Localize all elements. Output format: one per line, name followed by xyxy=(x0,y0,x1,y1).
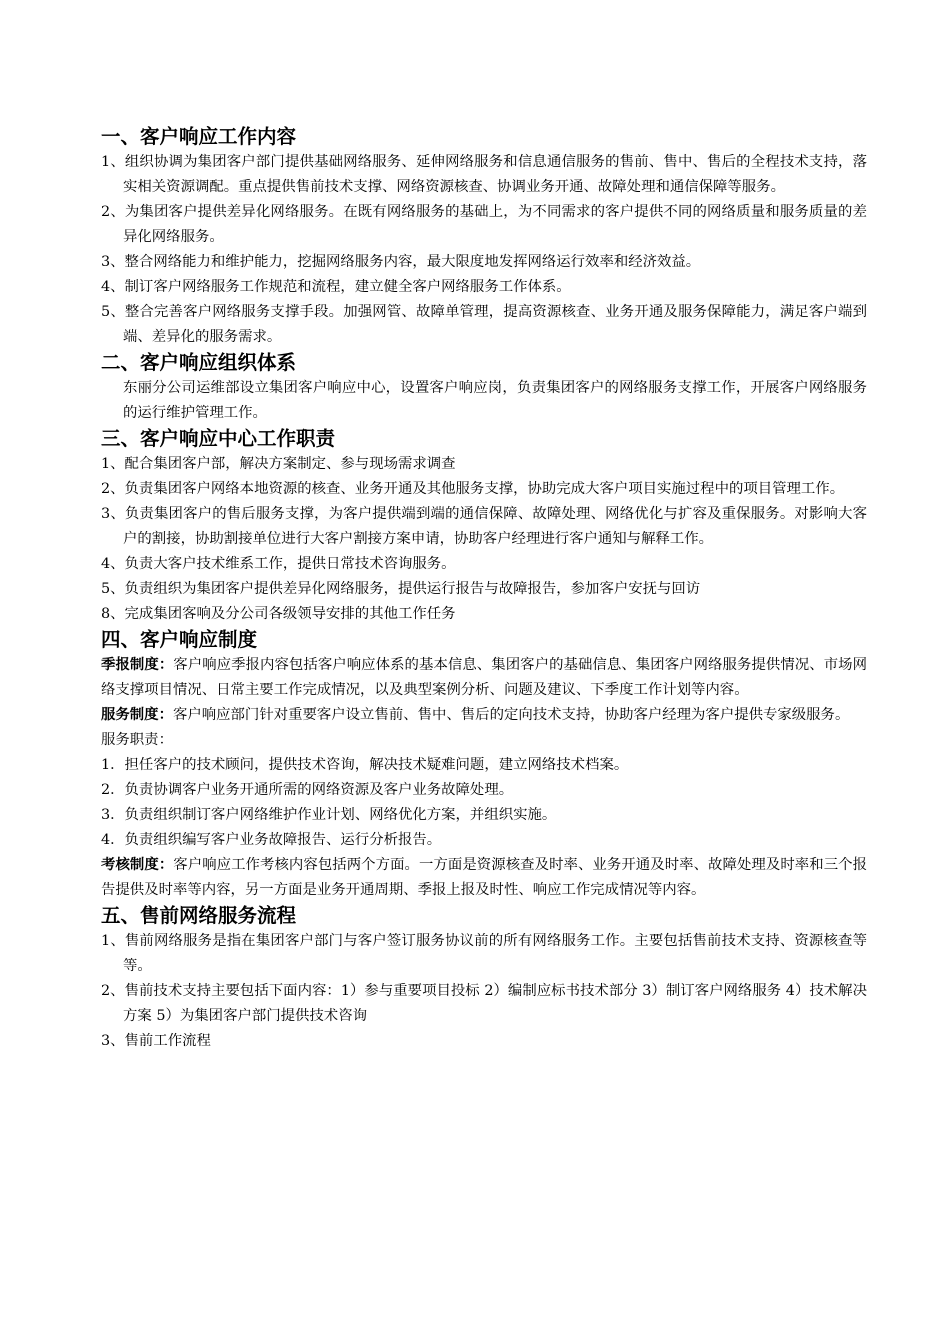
section-2-heading: 二、客户响应组织体系 xyxy=(101,351,297,374)
section-1-item-2: 2、为集团客户提供差异化网络服务。在既有网络服务的基础上，为不同需求的客户提供不同的网络质量和服务质量的差异化网络服务。 xyxy=(101,204,867,245)
section-5-item-1: 1、售前网络服务是指在集团客户部门与客户签订服务协议前的所有网络服务工作。主要包括售前技术支持、资源核查等等。 xyxy=(101,933,867,974)
section-1-item-1: 1、组织协调为集团客户部门提供基础网络服务、延伸网络服务和信息通信服务的售前、售中、售后的全程技术支持，落实相关资源调配。重点提供售前技术支撑、网络资源核查、协调业务开通、故障处理和通信保障等服务。 xyxy=(101,154,867,195)
service-duty-3: 3．负责组织制订客户网络维护作业计划、网络优化方案，并组织实施。 xyxy=(101,807,557,823)
document-body xyxy=(101,124,867,1054)
section-1-item-4: 4、制订客户网络服务工作规范和流程，建立健全客户网络服务工作体系。 xyxy=(101,279,571,295)
section-1-item-3: 3、整合网络能力和维护能力，挖掘网络服务内容，最大限度地发挥网络运行效率和经济效益。 xyxy=(101,254,701,270)
service-system-paragraph xyxy=(101,703,867,728)
section-3-item-8: 8、完成集团客响及分公司各级领导安排的其他工作任务 xyxy=(101,606,456,622)
service-system-text: 客户响应部门针对重要客户设立售前、售中、售后的定向技术支持，协助客户经理为客户提供专家级服务。 xyxy=(172,707,850,723)
assessment-paragraph xyxy=(101,853,867,903)
section-3-item-3: 3、负责集团客户的售后服务支撑，为客户提供端到端的通信保障、故障处理、网络优化与扩容及重保服务。对影响大客户的割接，协助割接单位进行大客户割接方案申请，协助客户经理进行客户通知与解释工作。 xyxy=(101,506,867,547)
quarterly-report-label: 季报制度： xyxy=(101,657,174,673)
quarterly-report-text: 客户响应季报内容包括客户响应体系的基本信息、集团客户的基础信息、集团客户网络服务提供情况、市场网络支撑项目情况、日常主要工作完成情况，以及典型案例分析、问题及建议、下季度工作计划等内容。 xyxy=(101,657,867,698)
section-1-heading: 一、客户响应工作内容 xyxy=(101,125,297,148)
section-5-heading: 五、售前网络服务流程 xyxy=(101,904,297,927)
section-3-item-2: 2、负责集团客户网络本地资源的核查、业务开通及其他服务支撑，协助完成大客户项目实施过程中的项目管理工作。 xyxy=(101,481,845,497)
assessment-text: 客户响应工作考核内容包括两个方面。一方面是资源核查及时率、业务开通及时率、故障处理及时率和三个报告提供及时率等内容，另一方面是业务开通周期、季报上报及时性、响应工作完成情况等内容。 xyxy=(101,857,867,898)
section-4-heading: 四、客户响应制度 xyxy=(101,628,258,651)
section-5-item-2: 2、售前技术支持主要包括下面内容：1）参与重要项目投标 2）编制应标书技术部分 3）制订客户网络服务 4）技术解决方案 5）为集团客户部门提供技术咨询 xyxy=(101,983,867,1024)
section-5-item-3: 3、售前工作流程 xyxy=(101,1033,211,1049)
assessment-label: 考核制度： xyxy=(101,857,174,873)
section-3-heading: 三、客户响应中心工作职责 xyxy=(101,427,336,450)
service-duty-1: 1．担任客户的技术顾问，提供技术咨询，解决技术疑难问题，建立网络技术档案。 xyxy=(101,757,629,773)
section-3-item-4: 4、负责大客户技术维系工作，提供日常技术咨询服务。 xyxy=(101,556,456,572)
quarterly-report-paragraph xyxy=(101,653,867,703)
section-3-item-5: 5、负责组织为集团客户提供差异化网络服务，提供运行报告与故障报告，参加客户安抚与回访 xyxy=(101,581,701,597)
section-3-item-1: 1、配合集团客户部，解决方案制定、参与现场需求调查 xyxy=(101,456,456,472)
service-duties-title: 服务职责： xyxy=(101,732,173,748)
service-duty-2: 2．负责协调客户业务开通所需的网络资源及客户业务故障处理。 xyxy=(101,782,514,798)
service-duty-4: 4．负责组织编写客户业务故障报告、运行分析报告。 xyxy=(101,832,442,848)
section-1-item-5: 5、整合完善客户网络服务支撑手段。加强网管、故障单管理，提高资源核查、业务开通及服务保障能力，满足客户端到端、差异化的服务需求。 xyxy=(101,304,867,345)
section-2-body: 东丽分公司运维部设立集团客户响应中心，设置客户响应岗，负责集团客户的网络服务支撑工作，开展客户网络服务的运行维护管理工作。 xyxy=(123,380,867,421)
service-system-label: 服务制度： xyxy=(101,707,173,723)
